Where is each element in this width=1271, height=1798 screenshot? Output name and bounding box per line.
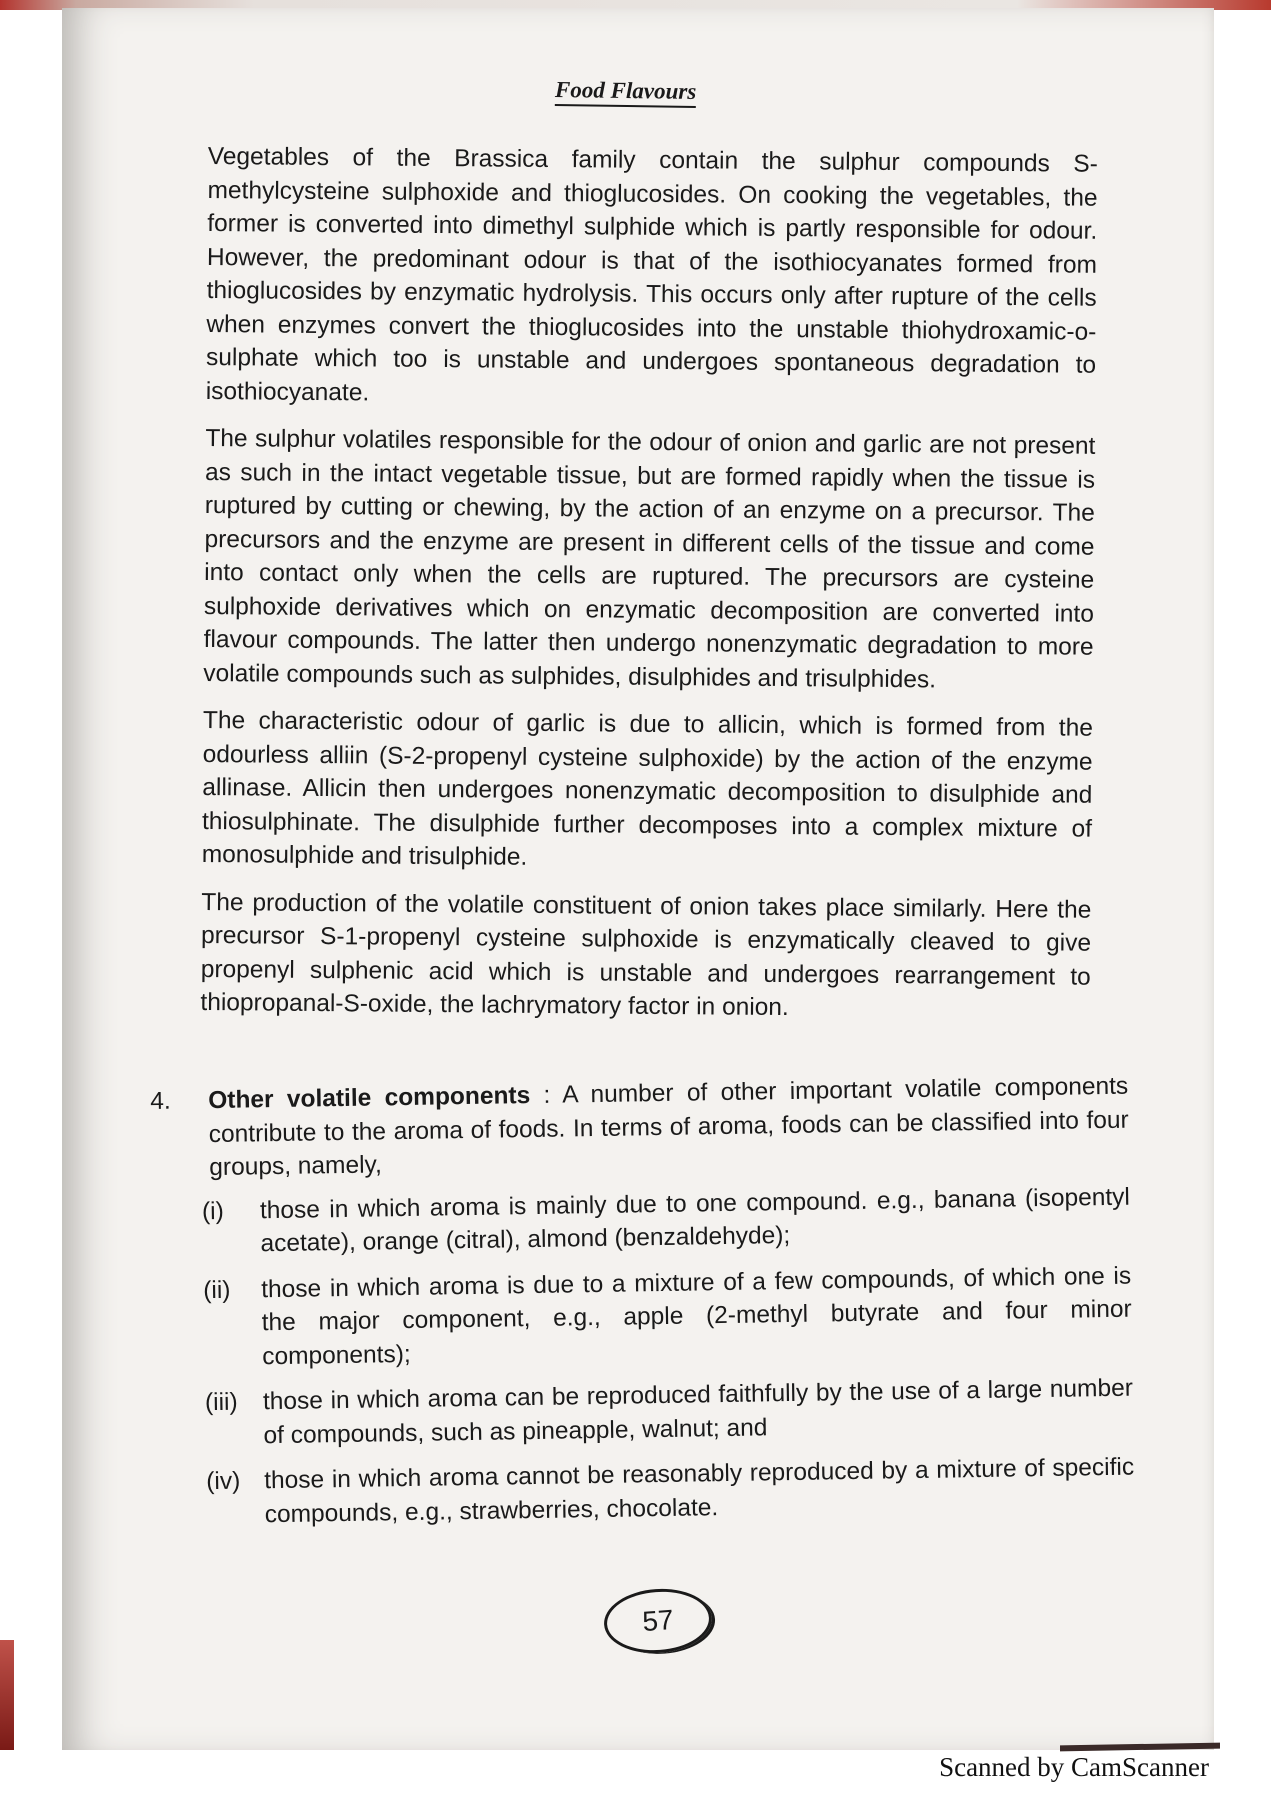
list-item	[202, 1180, 1131, 1262]
list-marker: (iii)	[204, 1388, 238, 1417]
running-title: Food Flavours	[555, 77, 697, 108]
list-item-text: those in which aroma can be reproduced faithfully by the use of a large number of compounds, such as pineapple, walnut; and	[262, 1374, 1134, 1449]
section-intro-text: : A number of other important volatile components contribute to the aroma of foods. In terms of aroma, foods can be classified into four groups, namely,	[208, 1072, 1129, 1182]
body-text	[200, 140, 1098, 1041]
section-number: 4.	[150, 1087, 171, 1115]
list-item-text: those in which aroma cannot be reasonably reproduced by a mixture of specific compounds, e.g., strawberries, chocolate.	[264, 1453, 1135, 1528]
list-marker: (iv)	[206, 1467, 241, 1496]
section-heading	[150, 1070, 1129, 1186]
list-item-text: those in which aroma is due to a mixture of a few compounds, of which one is the major component, e.g., apple (2-methyl butyrate and four minor components);	[261, 1262, 1132, 1370]
paragraph-onion: The production of the volatile constituent of onion takes place similarly. Here the precursor S-1-propenyl cysteine sulphoxide is enzymatically cleaved to give propenyl sulphenic acid which is unstable and undergoes rearrangement to thiopropanal-S-oxide, the lachrymatory factor in onion.	[200, 888, 1092, 1022]
list-item	[203, 1259, 1132, 1374]
paragraph-brassica: Vegetables of the Brassica family contain the sulphur compounds S-methylcysteine sulphoxide and thioglucosides. On cooking the vegetables, the former is converted into dimethyl sulphide which is partly responsible for odour. However, the predominant odour is that of the isothiocyanates formed from thioglucosides by enzymatic hydrolysis. This occurs only after rupture of the cells when enzymes convert the thioglucosides into the unstable thiohydroxamic-o-sulphate which too is unstable and undergoes spontaneous degradation to isothiocyanate.	[205, 142, 1098, 406]
paragraph-onion-garlic: The sulphur volatiles responsible for the odour of onion and garlic are not present as such in the intact vegetable tissue, but are formed rapidly when the tissue is ruptured by cutting or chewing, by the action of an enzyme on a precursor. The precursors and the enzyme are present in different cells of the tissue and come into contact only when the cells are ruptured. The precursors are cysteine sulphoxide derivatives which on enzymatic decomposition are converted into flavour compounds. The latter then undergo nonenzymatic degradation to more volatile compounds such as sulphides, disulphides and trisulphides.	[203, 424, 1096, 693]
page-number: 57	[602, 1585, 714, 1656]
list-marker: (ii)	[203, 1276, 231, 1304]
section-intro	[208, 1070, 1129, 1185]
paragraph-garlic: The characteristic odour of garlic is due to allicin, which is formed from the odourless alliin (S-2-propenyl cysteine sulphoxide) by the action of the enzyme allinase. Allicin then undergoes nonenzymatic decomposition to disulphide and thiosulphinate. The disulphide further decomposes into a complex mixture of monosulphide and trisulphide.	[201, 706, 1094, 871]
list-item	[205, 1372, 1134, 1454]
section-title: Other volatile components	[208, 1082, 531, 1115]
section-other-volatiles	[150, 1070, 1135, 1545]
aroma-group-list	[202, 1180, 1135, 1532]
list-marker: (i)	[201, 1197, 224, 1225]
page-edge-mark	[0, 1640, 14, 1750]
camscanner-watermark: Scanned by CamScanner	[939, 1752, 1209, 1782]
list-item-text: those in which aroma is mainly due to one compound. e.g., banana (isopentyl acetate), orange (citral), almond (benzaldehyde);	[259, 1183, 1131, 1258]
list-item	[206, 1451, 1135, 1533]
